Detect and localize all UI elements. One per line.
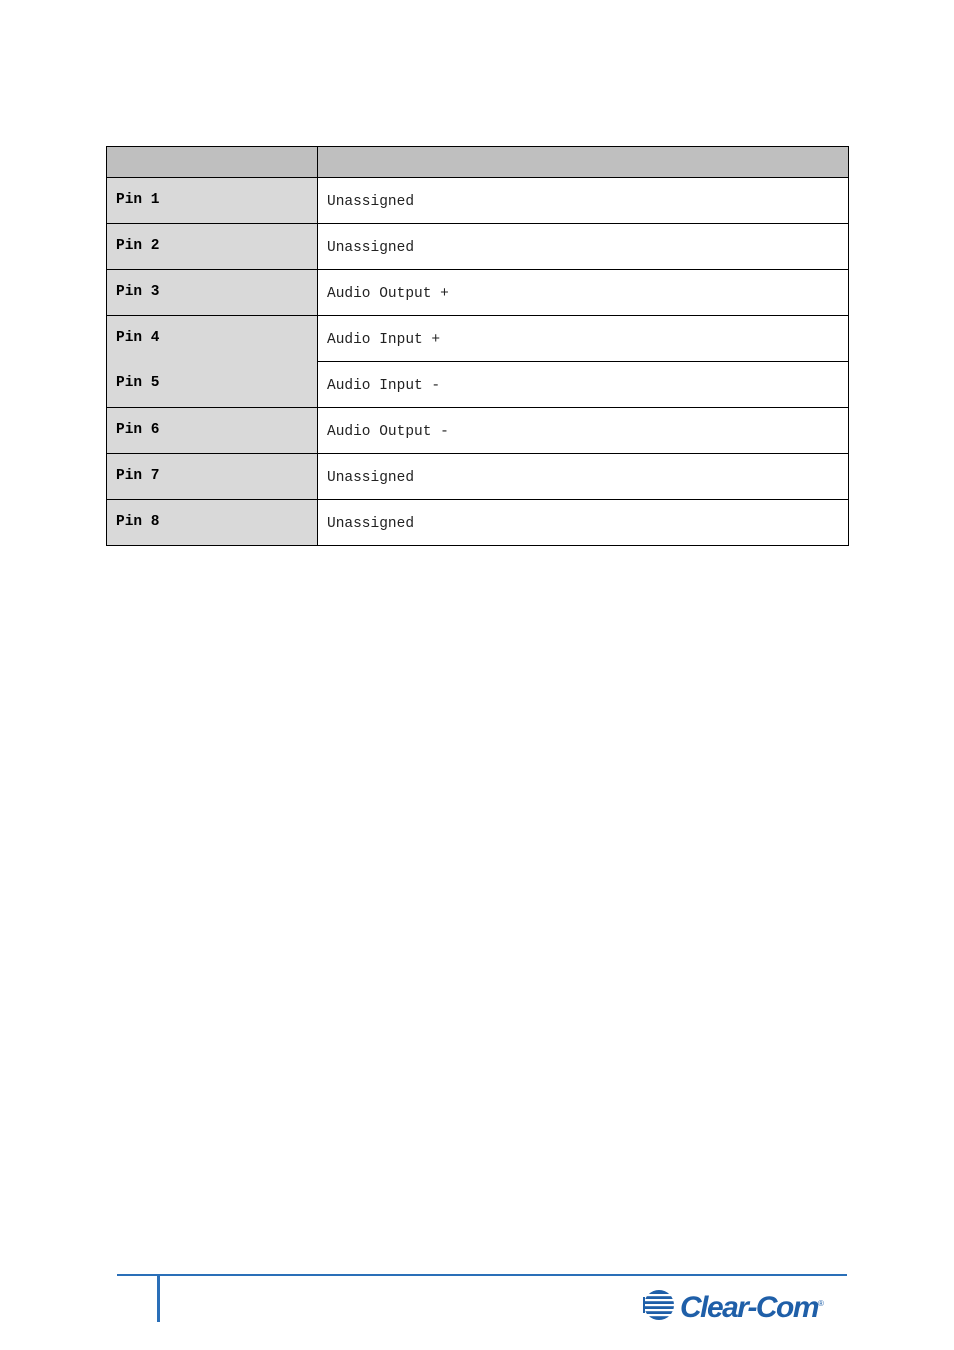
pin-function-cell xyxy=(318,500,849,546)
pin-function-cell xyxy=(318,178,849,224)
pin-label-cell xyxy=(107,178,318,224)
footer-page-marker xyxy=(157,1276,160,1322)
brand-name: Clear-Com xyxy=(680,1291,819,1324)
pin-function: Unassigned xyxy=(327,239,415,256)
pin-label-cell xyxy=(107,408,318,454)
pin-label: Pin 2 xyxy=(116,237,160,254)
speaker-icon xyxy=(643,1290,674,1320)
pin-function-cell xyxy=(318,224,849,270)
pin-assignment-table xyxy=(106,146,849,546)
table-row xyxy=(107,224,849,270)
pin-function: Unassigned xyxy=(327,469,415,486)
pin-function-cell xyxy=(318,270,849,316)
pin-function-cell xyxy=(318,316,849,362)
pin-function-cell xyxy=(318,454,849,500)
table-row xyxy=(107,454,849,500)
pin-function: Unassigned xyxy=(327,515,415,532)
pin-label-cell xyxy=(107,224,318,270)
table-header-cell xyxy=(107,147,318,178)
pin-label-cell xyxy=(107,270,318,316)
table-row xyxy=(107,316,849,362)
pin-function: Audio Input + xyxy=(327,331,441,348)
pin-function-cell xyxy=(318,362,849,408)
table-header-row xyxy=(107,147,849,178)
pin-function: Audio Output + xyxy=(327,285,449,302)
pin-label: Pin 4 xyxy=(116,329,160,346)
pin-label-cell xyxy=(107,500,318,546)
pin-label: Pin 8 xyxy=(116,513,160,530)
pin-label: Pin 6 xyxy=(116,421,160,438)
clear-com-logo xyxy=(640,1286,830,1326)
table-row xyxy=(107,408,849,454)
pin-label-cell xyxy=(107,454,318,500)
registered-mark: ® xyxy=(818,1299,824,1308)
pin-function: Audio Input - xyxy=(327,377,441,394)
table-header-cell xyxy=(318,147,849,178)
pin-label: Pin 5 xyxy=(116,375,160,392)
pin-label-cell xyxy=(107,362,318,408)
table-row xyxy=(107,178,849,224)
pin-function-cell xyxy=(318,408,849,454)
pin-function: Audio Output - xyxy=(327,423,449,440)
footer-divider xyxy=(117,1274,847,1276)
table-row xyxy=(107,500,849,546)
pin-label-cell xyxy=(107,316,318,362)
pin-function: Unassigned xyxy=(327,193,415,210)
table-row xyxy=(107,362,849,408)
pin-label: Pin 3 xyxy=(116,283,160,300)
table-row xyxy=(107,270,849,316)
pin-label: Pin 7 xyxy=(116,467,160,484)
pin-label: Pin 1 xyxy=(116,191,160,208)
